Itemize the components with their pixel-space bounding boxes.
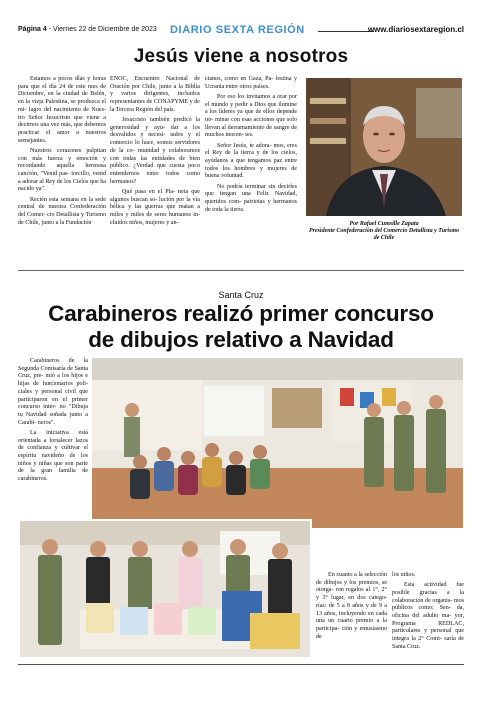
paragraph: No podría terminar sin decirles que tengan una Feliz Navidad, queridos com- patriotas y hermanos de toda la tierra. (205, 183, 297, 213)
author-portrait-photo (306, 78, 462, 216)
article1-col3 (205, 76, 297, 217)
paragraph: los niños. (392, 572, 416, 578)
paragraph: Recién esta semana en la sede central de nuestra Confederación del Comer- cio Detallista y Turismo de Chile, junto a la Fundación (18, 196, 106, 226)
article2-left-col (18, 358, 88, 486)
page-header (18, 24, 464, 38)
paragraph: Qué pasa en el Pla- neta que algunos buscan so- lución por la vía bélica y las guerras que matan a miles y miles de seres humanos in- cluidos niños, mujeres y an- (110, 188, 200, 226)
header-divider (318, 31, 374, 32)
paragraph: Estamos a pocos días y horas para que el día 24 de este mes de Diciembre, en la ciudad de Belén, en la vieja Palestina, se produzca el mi- lagro del nacimiento de Nues- tro Señor Jesucristo que viene a decirnos una vez más, que debemos practicar el amor a nuestros semejantes. (18, 76, 106, 144)
group-photo-classroom (92, 358, 463, 528)
website-link[interactable]: www.diariosextaregion.cl (367, 25, 464, 34)
paragraph: En cuanto a la selección de dibujos y los premios, se otorga- ron regalos al 1°, 2° y 3° lugar, en dos catego- rías: de 5 a 8 años y de 9 a 13 años, incluyendo en cada una un cuarto premio a la participa- ción y entusiasmo de (316, 572, 387, 640)
article1-title: Jesús viene a nosotros (133, 46, 349, 67)
paragraph: cianos, como en Gaza, Pa- lestina y Ucrania entre otros países. (205, 76, 297, 90)
section-divider (18, 270, 464, 271)
article1-col1 (18, 76, 106, 230)
newspaper-brand: DIARIO SEXTA REGIÓN (170, 24, 305, 36)
paragraph: Nuestros corazones palpitan con más fuerza y emoción y recordando aquella hermosa canción, "Venid pas- torcillo, venid a adorar al Rey de los Cielos que ha nacido ya". (18, 147, 106, 193)
article2-title (18, 301, 464, 353)
paragraph: La iniciativa está orientada a fortalecer lazos de confianza y cultivar el espíritu navideño de los niños y niñas que son parte de la gran familia de carabineros. (18, 429, 88, 483)
page-number-date: Página 4 - Viernes 22 de Diciembre de 2023 (18, 26, 157, 33)
bottom-divider (18, 664, 464, 665)
caption-author: Por Rafael Cumsille Zapata (349, 221, 419, 227)
paragraph: Señor Jesús, te adora- mos, eres el Rey de la tierra y de los cielos, ayúdanos a que tengamos paz entre todos los hombres y mujeres de buena voluntad. (205, 142, 297, 180)
article2-right-col (392, 572, 464, 654)
paragraph: Carabineros de la Segunda Comisaría de Santa Cruz, pre- mió a los hijos e hijas de funcionarios poli- ciales y personal civil que participaron en el primer concurso inter- no "Dibuja tu Navidad soñada junto a Carabi- neros". (18, 358, 88, 426)
photo-caption (306, 221, 462, 242)
paragraph: Jesucristo también predicó la generosidad y ayu- dar a los desvalidos y necesi- tados y el comercio lo hace, somos servidores de la co- munidad y colaboramos con todas las entidades de bien público. ¿Verdad que cuesta poco entendernos entre todos como hermanos? (110, 117, 200, 185)
paragraph: Esta actividad fue posible gracias a la colaboración de organis- mos públicos como; Sen- da, oficina del adulto ma- yor, Programa REDLAC, particulares y personal que integra la 2° Comi- saría de Santa Cruz. (392, 582, 464, 650)
title-line: de dibujos relativo a Navidad (88, 327, 394, 352)
title-line: Carabineros realizó primer concurso (48, 301, 434, 326)
group-photo-prizes (18, 519, 312, 659)
article2-mid-col (316, 572, 387, 644)
caption-role: Presidente Confederación del Comercio Detallista y Turismo de Chile (308, 228, 460, 241)
article2-kicker: Santa Cruz (218, 290, 264, 300)
article1-col2 (110, 76, 200, 230)
paragraph: Por eso los invitamos a orar por el mundo y pedir a Dios que ilumine a los líderes ya que de ellos depende ter- minar con esas acciones que solo llevan al derramamiento de sangre de muchos inocen- tes. (205, 93, 297, 139)
paragraph: ENOC, Encuentro Nacional de Oración por Chile, junto a la Biblia y varios dirigentes, incluidos representantes de CONAPYME y de la Tercera Región del país. (110, 76, 200, 113)
